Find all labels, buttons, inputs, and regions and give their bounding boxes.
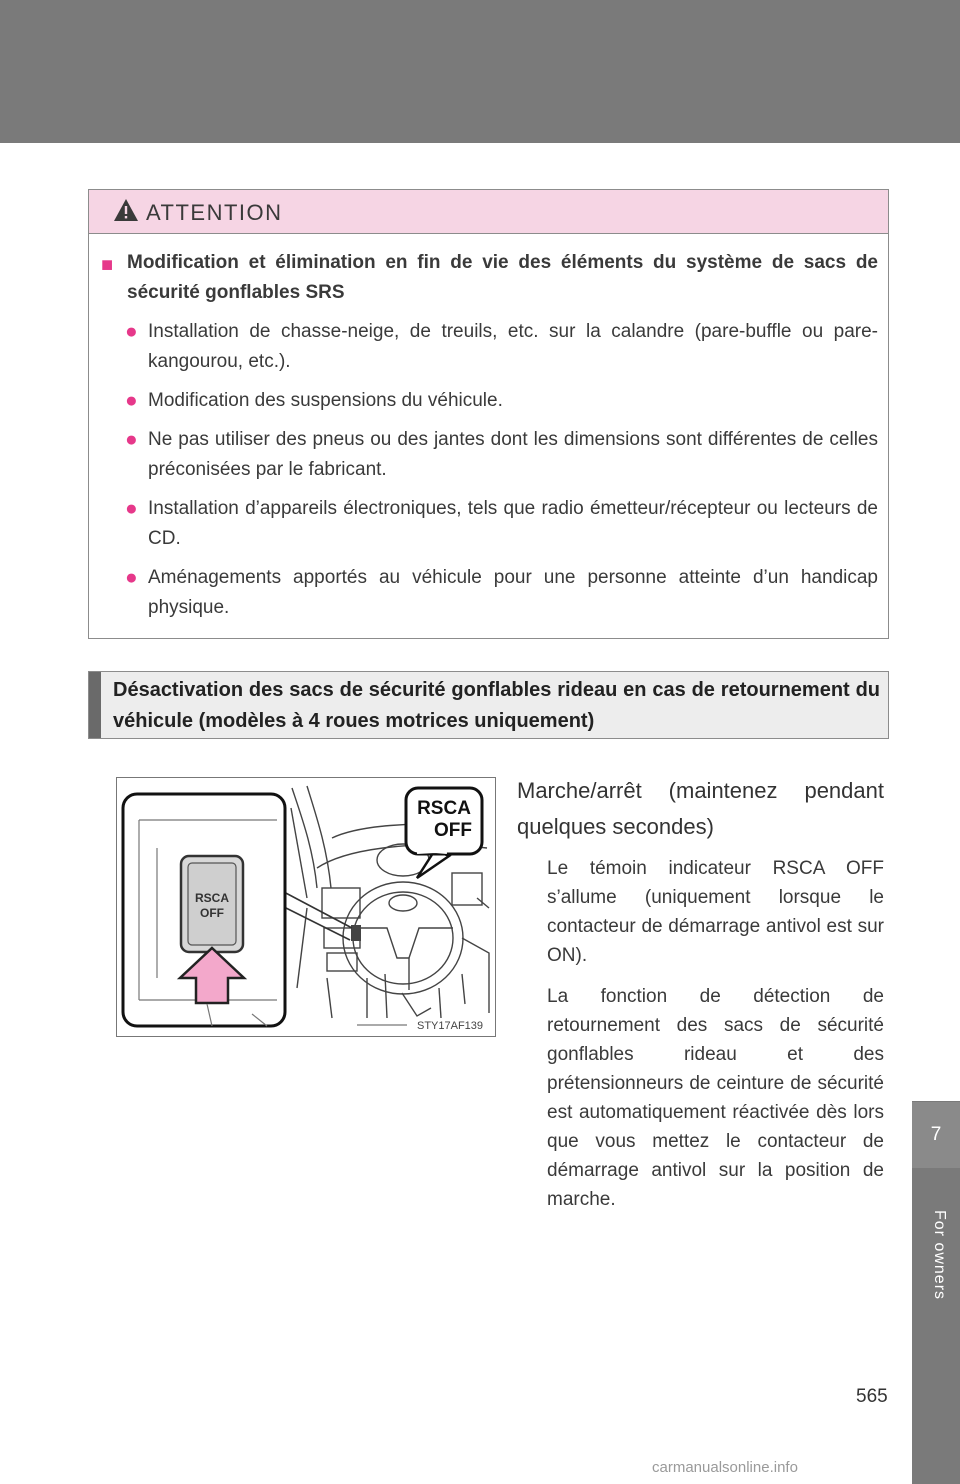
figure-code: STY17AF139 xyxy=(417,1020,484,1032)
attention-bullet xyxy=(101,425,878,485)
attention-bullet xyxy=(101,494,878,554)
switch-label-1: RSCA xyxy=(194,891,230,905)
attention-bullet xyxy=(101,317,878,377)
dashboard-illustration xyxy=(116,777,496,1037)
bullet-text: Modification des suspensions du véhicule. xyxy=(148,390,503,411)
chapter-label: For owners xyxy=(931,1210,948,1301)
attention-heading-text: Modification et élimination en fin de vie des éléments du système de sacs de sécurité gonflables SRS xyxy=(127,252,878,303)
section-heading-text: Désactivation des sacs de sécurité gonflables rideau en cas de retournement du véhicule (modèles à 4 roues motrices uniquement) xyxy=(113,679,880,732)
attention-title: ATTENTION xyxy=(146,200,283,225)
circle-bullet-icon: ● xyxy=(125,497,138,520)
main-instruction: Marche/arrêt (maintenez pendant quelques secondes) xyxy=(517,778,884,839)
attention-bullet xyxy=(101,563,878,623)
bullet-text: Installation de chasse-neige, de treuils, etc. sur la calandre (pare-buffle ou pare-kangourou, etc.). xyxy=(148,321,878,372)
circle-bullet-icon: ● xyxy=(125,428,138,451)
dashboard-drawing xyxy=(117,778,494,1035)
watermark: carmanualsonline.info xyxy=(652,1459,798,1476)
switch-label-2: OFF xyxy=(200,906,224,920)
square-bullet-icon: ■ xyxy=(101,254,114,276)
top-band xyxy=(0,0,960,143)
bullet-text: Installation d’appareils électroniques, tels que radio émetteur/récepteur ou lecteurs de CD. xyxy=(148,498,878,549)
sub-paragraph-indicator: Le témoin indicateur RSCA OFF s’allume (uniquement lorsque le contacteur de démarrage antivol est sur ON). xyxy=(547,858,884,966)
attention-bullet xyxy=(101,386,878,416)
attention-box xyxy=(88,189,889,639)
circle-bullet-icon: ● xyxy=(125,389,138,412)
attention-body xyxy=(89,234,888,623)
attention-heading xyxy=(101,248,878,308)
section-heading xyxy=(88,671,889,739)
circle-bullet-icon: ● xyxy=(125,566,138,589)
callout-label-1: RSCA xyxy=(417,798,471,819)
bullet-text: Ne pas utiliser des pneus ou des jantes dont les dimensions sont différentes de celles préconisées par le fabricant. xyxy=(148,429,878,480)
section-heading-bar xyxy=(89,672,101,738)
sub-paragraph-reactivation: La fonction de détection de retournement des sacs de sécurité gonflables rideau et des prétensionneurs de ceinture de sécurité est automatiquement réactivée dès lors que vous mettez le contacteur de démarrage antivol sur la position de marche. xyxy=(547,986,884,1210)
warning-icon xyxy=(113,198,139,222)
page-number: 565 xyxy=(856,1386,888,1407)
chapter-number: 7 xyxy=(912,1102,960,1168)
circle-bullet-icon: ● xyxy=(125,320,138,343)
bullet-text: Aménagements apportés au véhicule pour une personne atteinte d’un handicap physique. xyxy=(148,567,878,618)
callout-label-2: OFF xyxy=(434,820,472,841)
attention-header xyxy=(89,190,888,234)
